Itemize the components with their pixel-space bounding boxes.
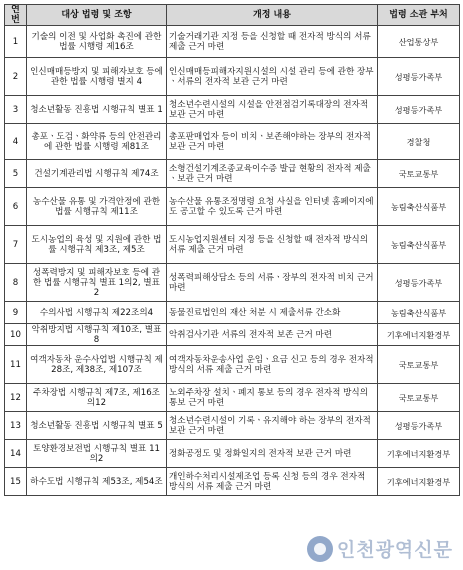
table-row [5, 264, 460, 302]
dept-cell: 기후에너지환경부 [378, 440, 460, 468]
row-number: 9 [5, 302, 27, 324]
row-number: 3 [5, 96, 27, 124]
table-row [5, 58, 460, 96]
newspaper-watermark [307, 535, 453, 562]
row-number: 4 [5, 124, 27, 160]
content-cell: 인신매매등피해자지원시설의 시설 관리 등에 관한 장부ㆍ서류의 전자적 보관 근거 마련 [167, 58, 378, 96]
table-row [5, 160, 460, 188]
law-cell: 성폭력방지 및 피해자보호 등에 관한 법률 시행규칙 별표 1의2, 별표 2 [27, 264, 167, 302]
newspaper-logo-icon [307, 536, 333, 562]
law-cell: 악취방지법 시행규칙 제10조, 별표 8 [27, 324, 167, 346]
content-cell: 농수산물 유통조정명령 요청 사실을 인터넷 홈페이지에도 공고할 수 있도록 근거 마련 [167, 188, 378, 226]
law-cell: 청소년활동 진흥법 시행규칙 별표 1 [27, 96, 167, 124]
law-cell: 인신매매등방지 및 피해자보호 등에 관한 법률 시행령 별지 4 [27, 58, 167, 96]
dept-cell: 국토교통부 [378, 384, 460, 412]
dept-cell: 성평등가족부 [378, 96, 460, 124]
law-cell: 청소년활동 진흥법 시행규칙 별표 5 [27, 412, 167, 440]
table-row [5, 412, 460, 440]
dept-cell: 기후에너지환경부 [378, 324, 460, 346]
row-number: 12 [5, 384, 27, 412]
law-cell: 건설기계관리법 시행규칙 제74조 [27, 160, 167, 188]
law-cell: 여객자동차 운수사업법 시행규칙 제28조, 제38조, 제107조 [27, 346, 167, 384]
content-cell: 노외주차장 설치ㆍ폐지 통보 등의 경우 전자적 방식의 통보 근거 마련 [167, 384, 378, 412]
content-cell: 성폭력피해상담소 등의 서류ㆍ장부의 전자적 비치 근거 마련 [167, 264, 378, 302]
row-number: 10 [5, 324, 27, 346]
row-number: 7 [5, 226, 27, 264]
dept-cell: 농림축산식품부 [378, 226, 460, 264]
content-cell: 도시농업지원센터 지정 등을 신청할 때 전자적 방식의 서류 제출 근거 마련 [167, 226, 378, 264]
table-row [5, 26, 460, 58]
table-row [5, 346, 460, 384]
law-cell: 기술의 이전 및 사업화 촉진에 관한 법률 시행령 제16조 [27, 26, 167, 58]
row-number: 1 [5, 26, 27, 58]
table-header-row [5, 5, 460, 26]
header-law: 대상 법령 및 조항 [27, 5, 167, 26]
table-row [5, 384, 460, 412]
watermark-text: 인천광역신문 [336, 539, 453, 561]
row-number: 6 [5, 188, 27, 226]
dept-cell: 성평등가족부 [378, 58, 460, 96]
table-row [5, 124, 460, 160]
law-cell: 토양환경보전법 시행규칙 별표 11의2 [27, 440, 167, 468]
law-cell: 수의사법 시행규칙 제22조의4 [27, 302, 167, 324]
content-cell: 개인하수처리시설제조업 등록 신청 등의 경우 전자적 방식의 서류 제출 근거 마련 [167, 468, 378, 496]
law-cell: 하수도법 시행규칙 제53조, 제54조 [27, 468, 167, 496]
table-row [5, 302, 460, 324]
row-number: 15 [5, 468, 27, 496]
row-number: 13 [5, 412, 27, 440]
table-row [5, 468, 460, 496]
content-cell: 소형건설기계조종교육이수증 발급 현황의 전자적 제출ㆍ보관 근거 마련 [167, 160, 378, 188]
content-cell: 악취검사기관 서류의 전자적 보존 근거 마련 [167, 324, 378, 346]
content-cell: 기술거래기관 지정 등을 신청할 때 전자적 방식의 서류 제출 근거 마련 [167, 26, 378, 58]
dept-cell: 국토교통부 [378, 160, 460, 188]
dept-cell: 성평등가족부 [378, 264, 460, 302]
row-number: 5 [5, 160, 27, 188]
dept-cell: 농림축산식품부 [378, 302, 460, 324]
table-row [5, 226, 460, 264]
law-cell: 도시농업의 육성 및 지원에 관한 법률 시행규칙 제3조, 제5조 [27, 226, 167, 264]
law-cell: 농수산물 유통 및 가격안정에 관한 법률 시행규칙 제11조 [27, 188, 167, 226]
row-number: 11 [5, 346, 27, 384]
table-row [5, 440, 460, 468]
dept-cell: 농림축산식품부 [378, 188, 460, 226]
content-cell: 여객자동차운송사업 운임ㆍ요금 신고 등의 경우 전자적 방식의 서류 제출 근거 마련 [167, 346, 378, 384]
dept-cell: 국토교통부 [378, 346, 460, 384]
regulation-table [4, 4, 460, 496]
header-dept: 법령 소관 부처 [378, 5, 460, 26]
dept-cell: 성평등가족부 [378, 412, 460, 440]
law-cell: 총포ㆍ도검ㆍ화약류 등의 안전관리에 관한 법률 시행령 제81조 [27, 124, 167, 160]
dept-cell: 기후에너지환경부 [378, 468, 460, 496]
row-number: 8 [5, 264, 27, 302]
dept-cell: 경찰청 [378, 124, 460, 160]
row-number: 2 [5, 58, 27, 96]
content-cell: 동물진료법인의 재산 처분 시 제출서류 간소화 [167, 302, 378, 324]
content-cell: 정화공정도 및 정화일지의 전자적 보관 근거 마련 [167, 440, 378, 468]
table-body [5, 26, 460, 496]
table-row [5, 96, 460, 124]
row-number: 14 [5, 440, 27, 468]
table-row [5, 324, 460, 346]
regulation-table-container [4, 4, 459, 496]
content-cell: 총포판매업자 등이 비치ㆍ보존해야하는 장부의 전자적 보관 근거 마련 [167, 124, 378, 160]
dept-cell: 산업통상부 [378, 26, 460, 58]
law-cell: 주차장법 시행규칙 제7조, 제16조의12 [27, 384, 167, 412]
content-cell: 청소년수련시설의 시설을 안전점검기록대장의 전자적 보관 근거 마련 [167, 96, 378, 124]
content-cell: 청소년수련시설이 기록ㆍ유지해야 하는 장부의 전자적 보관 근거 마련 [167, 412, 378, 440]
header-content: 개정 내용 [167, 5, 378, 26]
table-row [5, 188, 460, 226]
header-no: 연번 [5, 5, 27, 26]
